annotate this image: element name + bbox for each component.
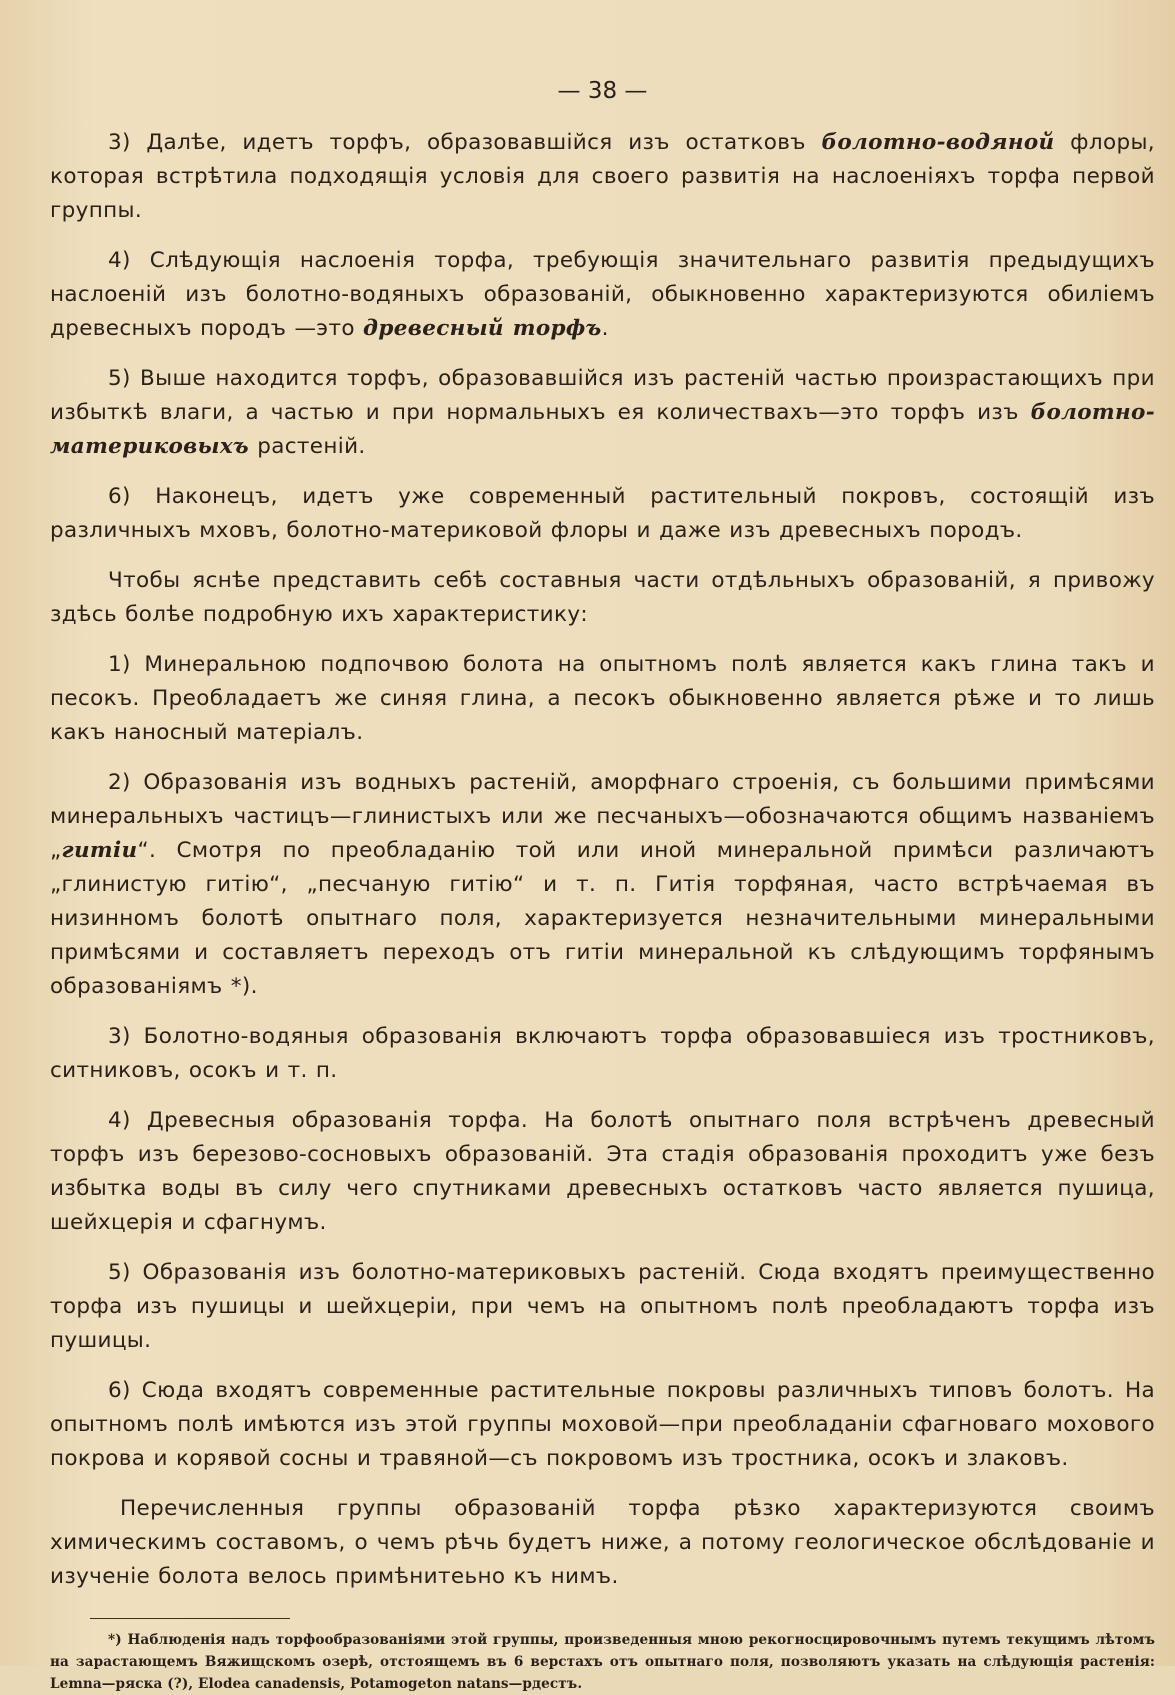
paragraph-text: .: [601, 316, 609, 341]
paragraph-text: 1) Минеральною подпочвою болота на опытномъ полѣ является какъ глина такъ и песокъ. Преобладаетъ же синяя глина, а песокъ обыкновенно является рѣже и то лишь какъ наносный матеріалъ.: [50, 652, 1155, 745]
paragraph: [50, 126, 1155, 228]
paragraph: [50, 244, 1155, 346]
paragraph-text: Чтобы яснѣе представить себѣ составныя части отдѣльныхъ образованій, я привожу здѣсь болѣе подробную ихъ характеристику:: [50, 568, 1155, 627]
paragraph: [50, 564, 1155, 632]
italic-term: болотно-материковыхъ: [50, 400, 1155, 459]
paragraph-text: 3) Болотно-водяныя образованія включаютъ торфа образовавшіеся изъ тростниковъ, ситниковъ, осокъ и т. п.: [50, 1024, 1155, 1083]
paragraph: [50, 1374, 1155, 1476]
paragraph-text: флоры, которая встрѣтила подходящія условія для своего развитія на наслоеніяхъ торфа первой группы.: [50, 130, 1155, 223]
paragraph-text: 6) Сюда входятъ современные растительные покровы различныхъ типовъ болотъ. На опытномъ полѣ имѣются изъ этой группы моховой—при преобладаніи сфагноваго мохового покрова и корявой сосны и травяной—съ покровомъ изъ тростника, осокъ и злаковъ.: [50, 1378, 1155, 1471]
body-text: [50, 126, 1155, 1594]
italic-term: болотно-водяной: [821, 130, 1055, 155]
paragraph-text: 6) Наконецъ, идетъ уже современный растительный покровъ, состоящій изъ различныхъ мховъ, болотно-материковой флоры и даже изъ древесныхъ породъ.: [50, 484, 1155, 543]
paragraph-text: “. Смотря по преобладанію той или иной минеральной примѣси различаютъ „глинистую гитію“, „песчаную гитію“ и т. п. Гитія торфяная, часто встрѣчаемая въ низинномъ болотѣ опытнаго поля, характеризуется незначительными минеральными примѣсями и составляетъ переходъ отъ гитіи минеральной къ слѣдующимъ торфянымъ образованіямъ *).: [50, 838, 1155, 999]
paragraph: [50, 648, 1155, 750]
paragraph: [50, 1020, 1155, 1088]
paragraph: [50, 1492, 1155, 1594]
paragraph-text: 4) Слѣдующія наслоенія торфа, требующія значительнаго развитія предыдущихъ наслоеній изъ болотно-водяныхъ образованій, обыкновенно характеризуются обиліемъ древесныхъ породъ —это: [50, 248, 1155, 341]
page-number: — 38 —: [557, 78, 648, 104]
footnote: *) Наблюденія надъ торфообразованіями этой группы, произведенныя мною рекогносцировочнымъ путемъ текущимъ лѣтомъ на зарастающемъ Вяжищскомъ озерѣ, отстоящемъ въ 6 верстахъ отъ опытнаго поля, позволяютъ указать на слѣдующія растенія: Lemna—ряска (?), Elodea canadensis, Potamogeton natans—рдестъ.: [50, 1632, 1155, 1692]
paragraph: [50, 480, 1155, 548]
paragraph-text: 4) Древесныя образованія торфа. На болотѣ опытнаго поля встрѣченъ древесный торфъ изъ березово-сосновыхъ образованій. Эта стадія образованія проходитъ уже безъ избытка воды въ силу чего спутниками древесныхъ остатковъ часто является пушица, шейхцерія и сфагнумъ.: [50, 1108, 1155, 1235]
paragraph: [50, 766, 1155, 1004]
paragraph-text: 2) Образованія изъ водныхъ растеній, аморфнаго строенія, съ большими примѣсями минеральныхъ частицъ—глинистыхъ или же песчаныхъ—обозначаются общимъ названіемъ „: [50, 770, 1155, 863]
paragraph: [50, 1256, 1155, 1358]
italic-term: древесный торфъ: [363, 316, 602, 341]
paragraph-text: 3) Далѣе, идетъ торфъ, образовавшійся изъ остатковъ: [108, 130, 822, 155]
paragraph-text: 5) Образованія изъ болотно-материковыхъ растеній. Сюда входятъ преимущественно торфа изъ пушицы и шейхцеріи, при чемъ на опытномъ полѣ преобладаютъ торфа изъ пушицы.: [50, 1260, 1155, 1353]
paragraph-text: Перечисленныя группы образованій торфа рѣзко характеризуются своимъ химическимъ составомъ, о чемъ рѣчь будетъ ниже, а потому геологическое обслѣдованіе и изученіе болота велось примѣнитеьно къ нимъ.: [50, 1496, 1155, 1589]
paragraph: [50, 362, 1155, 464]
paragraph: [50, 1104, 1155, 1240]
italic-term: гитіи: [61, 838, 138, 863]
footnote-divider: [90, 1618, 290, 1619]
paragraph-text: растеній.: [249, 434, 366, 459]
paragraph-text: 5) Выше находится торфъ, образовавшійся изъ растеній частью произрастающихъ при избыткѣ влаги, а частью и при нормальныхъ ея количествахъ—это торфъ изъ: [50, 366, 1155, 425]
